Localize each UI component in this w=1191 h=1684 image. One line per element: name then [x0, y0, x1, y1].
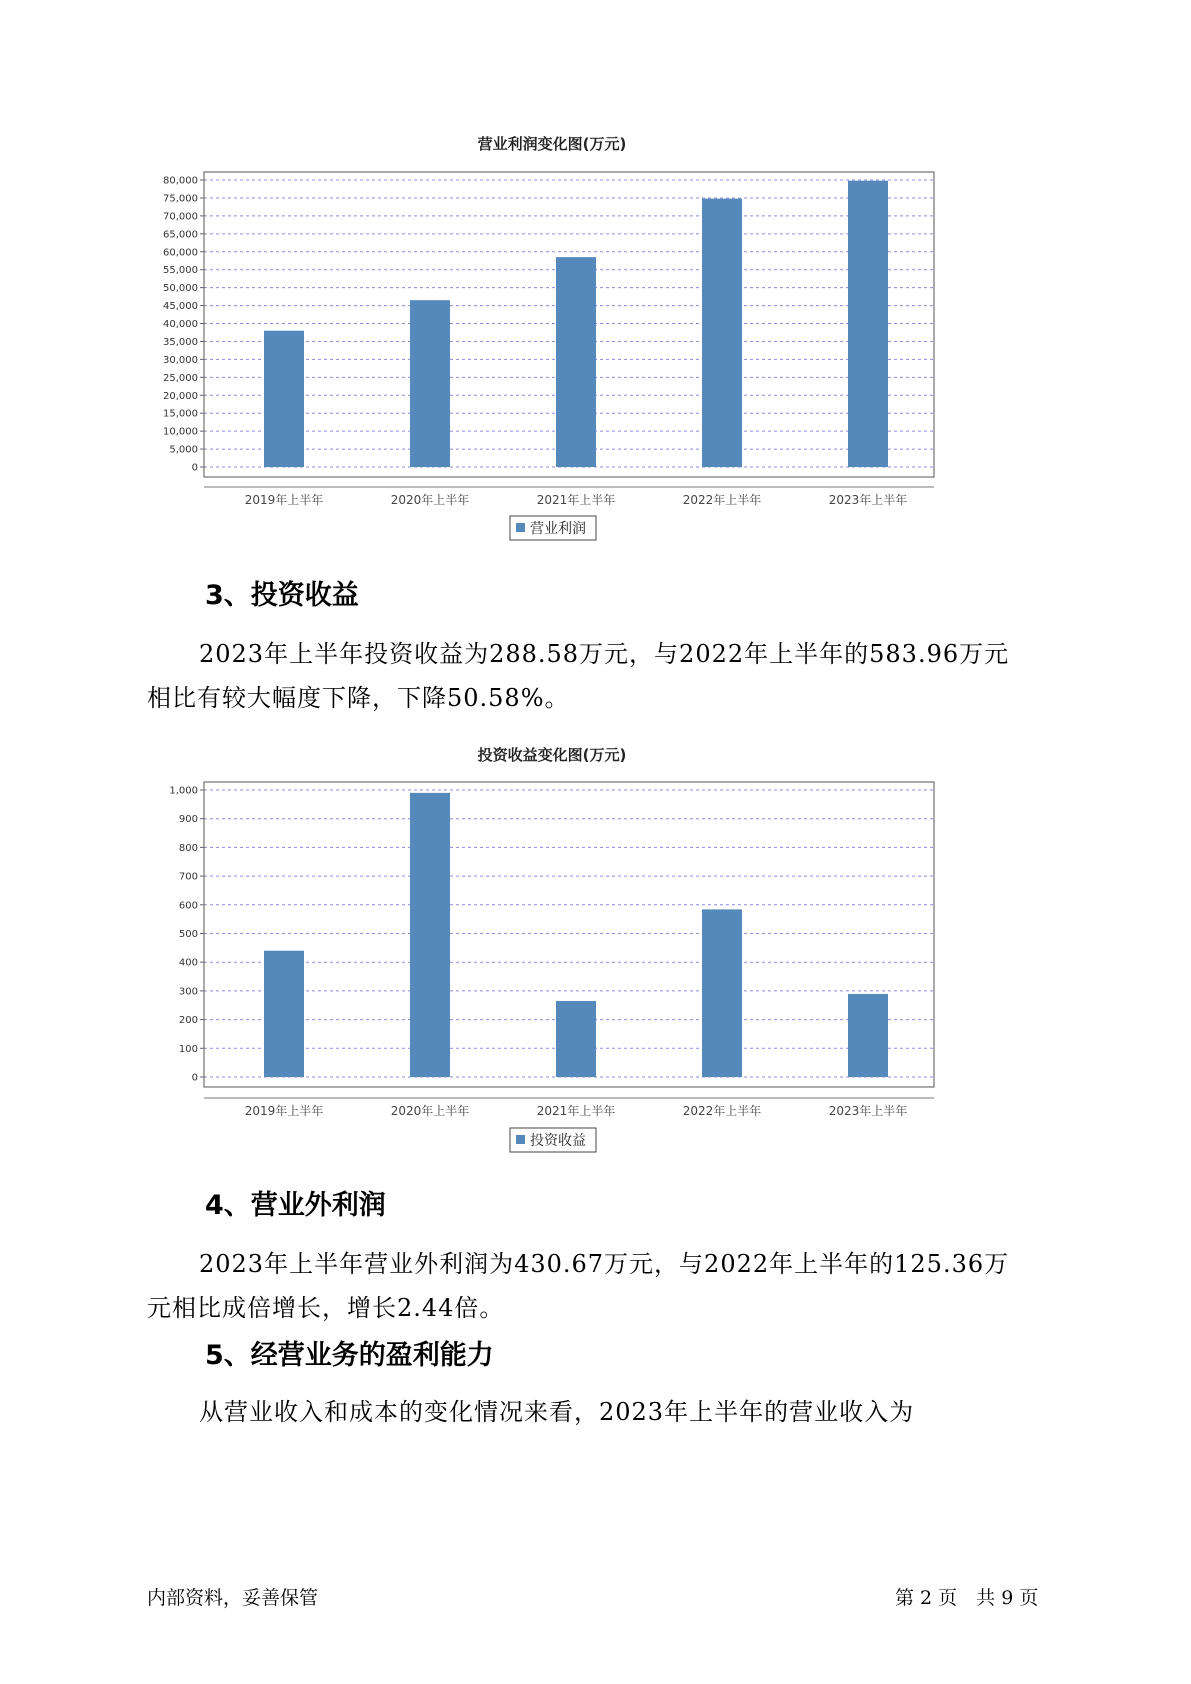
section-4-heading: 4、营业外利润 [205, 1190, 386, 1221]
y-tick-label: 45,000 [163, 301, 198, 313]
y-tick-label: 30,000 [163, 354, 198, 366]
y-tick-label: 500 [178, 929, 198, 940]
y-tick-label: 75,000 [163, 193, 198, 205]
y-tick-label: 20,000 [163, 390, 198, 402]
y-tick-label: 10,000 [163, 426, 198, 438]
operating-profit-chart [150, 120, 1030, 550]
y-tick-label: 55,000 [163, 265, 198, 277]
y-tick-label: 300 [178, 986, 198, 998]
y-tick-label: 60,000 [163, 247, 198, 259]
bar [702, 909, 742, 1077]
x-tick-label: 2021年上半年 [536, 1104, 616, 1118]
bar [264, 951, 304, 1077]
y-tick-label: 200 [178, 1015, 198, 1027]
section-3-heading: 3、投资收益 [205, 580, 359, 611]
y-tick-label: 700 [178, 871, 198, 883]
x-tick-label: 2023年上半年 [828, 493, 908, 507]
y-tick-label: 0 [191, 1072, 198, 1084]
section-4-paragraph [147, 1242, 1047, 1330]
y-tick-label: 1,000 [169, 785, 198, 797]
bar [702, 199, 742, 467]
legend-swatch [516, 1135, 525, 1144]
y-tick-label: 900 [178, 814, 198, 826]
paragraph-line: 从营业收入和成本的变化情况来看，2023年上半年的营业收入为 [199, 1398, 915, 1426]
y-tick-label: 25,000 [163, 372, 198, 384]
x-tick-label: 2023年上半年 [828, 1104, 908, 1118]
footer-confidential-note: 内部资料，妥善保管 [147, 1587, 319, 1609]
x-tick-label: 2019年上半年 [244, 493, 324, 507]
y-tick-label: 5,000 [169, 444, 198, 456]
x-tick-label: 2022年上半年 [682, 1104, 762, 1118]
investment-income-chart-svg [150, 730, 1030, 1160]
x-tick-label: 2020年上半年 [390, 493, 470, 507]
footer-page-number: 第 2 页 共 9 页 [895, 1587, 1039, 1609]
legend-label: 投资收益 [530, 1133, 586, 1149]
y-tick-label: 600 [178, 900, 198, 912]
chart-legend [510, 516, 596, 540]
paragraph-line: 2023年上半年投资收益为288.58万元，与2022年上半年的583.96万元 [199, 640, 1010, 668]
bar [848, 994, 888, 1077]
y-tick-label: 15,000 [163, 408, 198, 420]
bar [410, 793, 450, 1077]
y-tick-label: 65,000 [163, 229, 198, 241]
bar [556, 1001, 596, 1077]
y-tick-label: 40,000 [163, 319, 198, 330]
y-tick-label: 400 [178, 957, 198, 969]
bar [264, 331, 304, 467]
paragraph-line: 相比有较大幅度下降，下降50.58%。 [147, 684, 570, 712]
x-tick-label: 2021年上半年 [536, 493, 616, 507]
bar [410, 300, 450, 467]
y-tick-label: 50,000 [163, 283, 198, 295]
y-tick-label: 0 [191, 462, 198, 474]
x-tick-label: 2019年上半年 [244, 1104, 324, 1118]
y-tick-label: 80,000 [163, 175, 198, 187]
investment-income-chart [150, 730, 1030, 1160]
chart-legend [510, 1128, 596, 1152]
chart-title: 投资收益变化图(万元) [477, 746, 627, 764]
section-5-heading: 5、经营业务的盈利能力 [205, 1340, 494, 1371]
operating-profit-chart-svg [150, 120, 1030, 550]
x-tick-label: 2020年上半年 [390, 1104, 470, 1118]
legend-swatch [516, 523, 525, 532]
paragraph-line: 元相比成倍增长，增长2.44倍。 [147, 1294, 505, 1322]
paragraph-line: 2023年上半年营业外利润为430.67万元，与2022年上半年的125.36万 [199, 1250, 1010, 1278]
y-tick-label: 35,000 [163, 336, 198, 348]
bar [556, 257, 596, 467]
legend-label: 营业利润 [530, 521, 586, 537]
chart-title: 营业利润变化图(万元) [477, 135, 627, 153]
y-tick-label: 70,000 [163, 211, 198, 223]
section-5-paragraph [147, 1390, 1047, 1434]
bar [848, 181, 888, 467]
y-tick-label: 800 [178, 842, 198, 854]
section-3-paragraph [147, 632, 1047, 720]
y-tick-label: 100 [178, 1043, 198, 1055]
x-tick-label: 2022年上半年 [682, 493, 762, 507]
